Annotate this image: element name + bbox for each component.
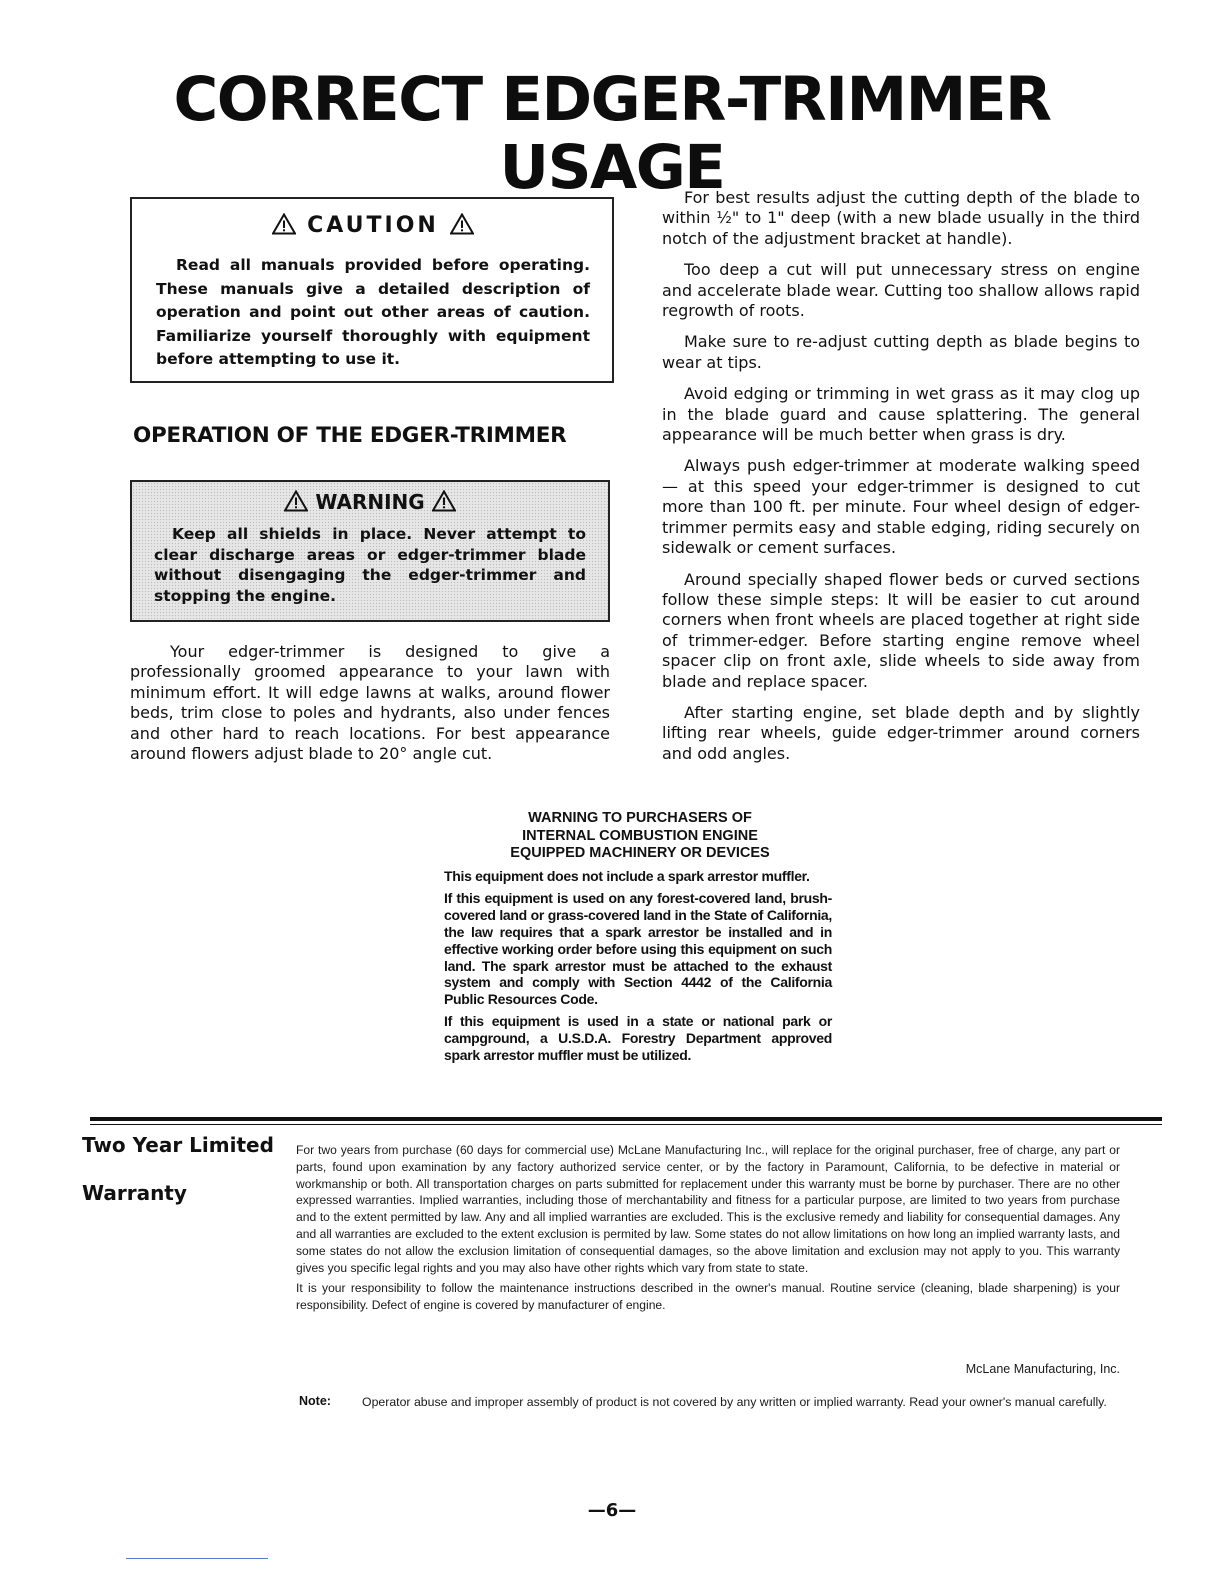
spark-paragraph-no-arrestor: This equipment does not include a spark arrestor muffler. bbox=[444, 868, 810, 884]
intro-section bbox=[130, 642, 610, 775]
page-title-line-1: CORRECT EDGER-TRIMMER bbox=[173, 64, 1051, 135]
warranty-paragraph-responsibility: It is your responsibility to follow the maintenance instructions described in the owner's manual. Routine service (cleaning, blade sharpening) is your responsibility. Defect of engine is covered by manufacturer of engine. bbox=[296, 1281, 1120, 1313]
caution-text: Read all manuals provided before operating. These manuals give a detailed description of operation and point out other areas of caution. Familiarize yourself thoroughly with equipment before attempting to use it. bbox=[156, 256, 590, 368]
spark-warning-body bbox=[444, 868, 832, 1069]
page-title-line-2: USAGE bbox=[499, 132, 725, 203]
spark-heading-line: WARNING TO PURCHASERS OF bbox=[528, 810, 752, 826]
caution-box bbox=[130, 197, 614, 383]
left-column bbox=[130, 197, 614, 383]
warning-triangle-icon bbox=[450, 213, 474, 235]
warning-heading-label: WARNING bbox=[315, 490, 425, 514]
warranty-title bbox=[82, 1133, 282, 1229]
right-paragraph-walking-speed: Always push edger-trimmer at moderate walking speed — at this speed your edger-trimmer is designed to cut more than 100 ft. per minute. Four wheel design of edger-trimmer permits easy and stable edging, riding securely on sidewalk or cement surfaces. bbox=[662, 456, 1140, 558]
spark-paragraph-california: If this equipment is used on any forest-covered land, brush-covered land or grass-covered land in the State of California, the law requires that a spark arrestor be installed and in effective working order before using this equipment on such land. The spark arrestor must be attached to the exhaust system and comply with Section 4442 of the California Public Resources Code. bbox=[444, 889, 832, 1008]
bottom-edge-line bbox=[126, 1558, 268, 1559]
page-number: —6— bbox=[587, 1500, 637, 1521]
right-paragraph-wet-grass: Avoid edging or trimming in wet grass as it may clog up in the blade guard and cause splattering. The general appearance will be much better when grass is dry. bbox=[662, 384, 1140, 445]
caution-heading bbox=[156, 213, 590, 238]
caution-heading-label: CAUTION bbox=[307, 213, 439, 238]
spark-paragraph-parks: If this equipment is used in a state or national park or campground, a U.S.D.A. Forestry Department approved spark arrestor muffler must be utilized. bbox=[444, 1013, 832, 1064]
right-paragraph-corners: After starting engine, set blade depth and by slightly lifting rear wheels, guide edger-trimmer around corners and odd angles. bbox=[662, 702, 1140, 763]
divider-thick bbox=[90, 1117, 1162, 1121]
warning-heading bbox=[154, 490, 586, 514]
warning-triangle-icon bbox=[432, 490, 456, 512]
note-label: Note: bbox=[299, 1394, 331, 1408]
warning-triangle-icon bbox=[284, 490, 308, 512]
right-paragraph-flower-beds: Around specially shaped flower beds or curved sections follow these simple steps: It will be easier to cut around corners when front wheels are placed together at right side of trimmer-edger. Before starting engine remove wheel spacer clip on front axle, slide wheels to side away from blade and replace spacer. bbox=[662, 569, 1140, 691]
note-text: Operator abuse and improper assembly of product is not covered by any written or implied warranty. Read your owner's manual carefully. bbox=[362, 1395, 1107, 1409]
divider-thin bbox=[90, 1124, 1162, 1125]
page-title bbox=[0, 66, 1224, 202]
right-paragraph-readjust: Make sure to re-adjust cutting depth as blade begins to wear at tips. bbox=[662, 332, 1140, 372]
operation-heading: OPERATION OF THE EDGER-TRIMMER bbox=[133, 423, 567, 448]
warranty-title-line-1: Two Year Limited bbox=[82, 1133, 274, 1157]
spark-warning-heading bbox=[440, 810, 840, 863]
intro-paragraph: Your edger-trimmer is designed to give a professionally groomed appearance to your lawn with minimum effort. It will edge lawns at walks, around flower beds, trim close to poles and hydrants, also under fences and other hard to reach locations. For best appearance around flowers adjust blade to 20° angle cut. bbox=[130, 642, 610, 764]
warning-text: Keep all shields in place. Never attempt to clear discharge areas or edger-trimmer blade without disengaging the edger-trimmer and stopping the engine. bbox=[154, 525, 586, 605]
right-column bbox=[662, 188, 1140, 775]
company-name: McLane Manufacturing, Inc. bbox=[965, 1362, 1120, 1376]
warning-triangle-icon bbox=[272, 213, 296, 235]
warning-box bbox=[130, 480, 610, 622]
warranty-paragraph-terms: For two years from purchase (60 days for commercial use) McLane Manufacturing Inc., will replace for the original purchaser, free of charge, any part or parts, found upon examination by any factory authorized service center, or by the factory in Paramount, California, to be defective in material or workmanship or both. All transportation charges on parts submitted for replacement under this warranty must be borne by purchaser. There are no other expressed warranties. Implied warranties, including those of merchantability and fitness for a particular purpose, are limited to two years from purchase and to the extent permitted by law. Any and all implied warranties are excluded. This is the exclusive remedy and liability for consequential damages. Any and all warranties are excluded to the extent exclusion is permited by law. Some states do not allow limitations on how long an implied warranty lasts, and some states do not allow the exclusion limitation of consequential damages, so the above limitation and exclusion may not apply to you. This warranty gives you specific legal rights and you may also have other rights which vary from state to state. bbox=[296, 1143, 1120, 1275]
spark-heading-line: INTERNAL COMBUSTION ENGINE bbox=[522, 827, 758, 844]
warranty-title-line-2: Warranty bbox=[82, 1181, 187, 1205]
warranty-body bbox=[296, 1142, 1120, 1318]
right-paragraph-cutting-depth: For best results adjust the cutting depth of the blade to within ½" to 1" deep (with a new blade usually in the third notch of the adjustment bracket at handle). bbox=[662, 188, 1140, 248]
right-paragraph-cut-depth-warning: Too deep a cut will put unnecessary stress on engine and accelerate blade wear. Cutting too shallow allows rapid regrowth of roots. bbox=[662, 260, 1140, 321]
spark-heading-line: EQUIPPED MACHINERY OR DEVICES bbox=[510, 845, 770, 861]
